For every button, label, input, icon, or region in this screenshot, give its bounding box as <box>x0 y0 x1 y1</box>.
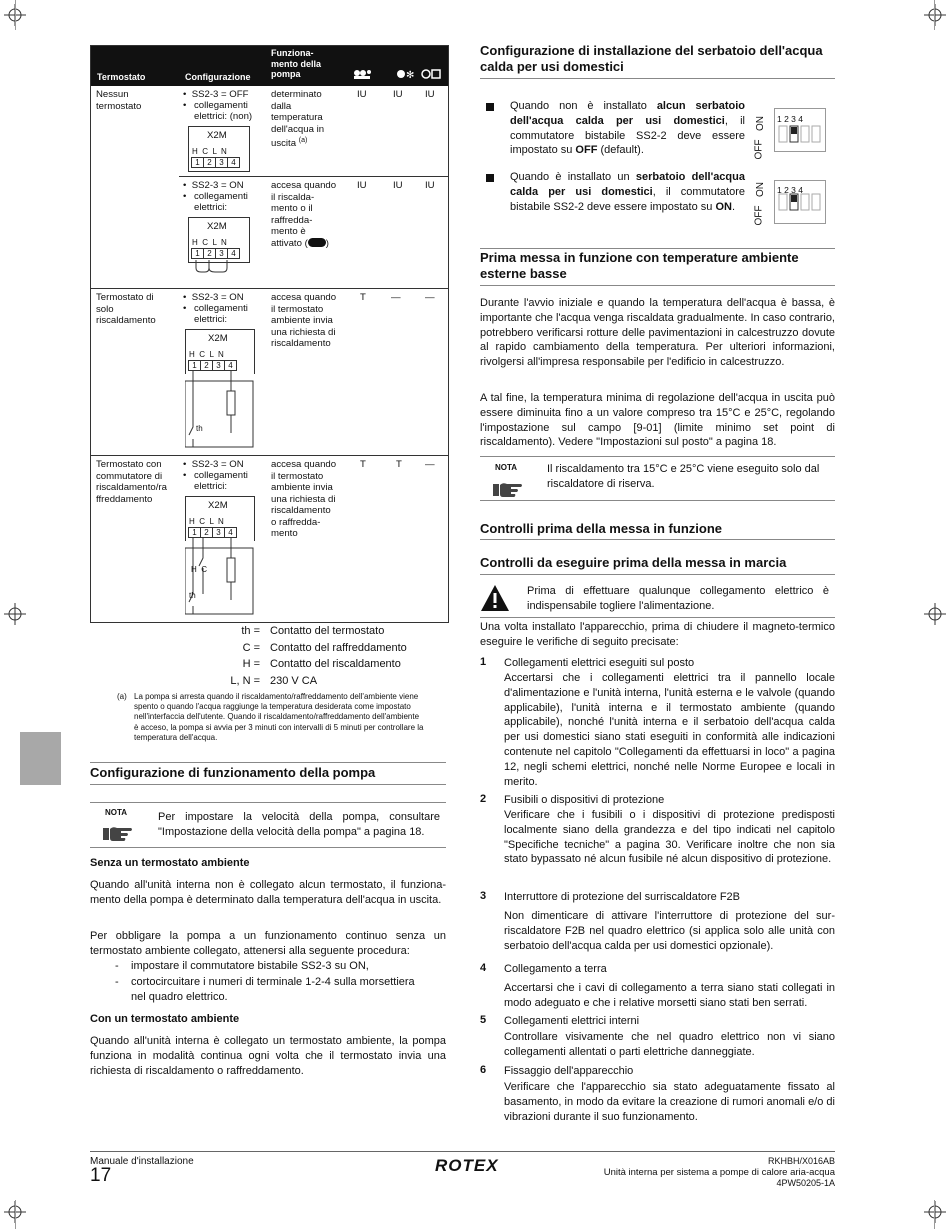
cell-termostato: Termostato con commutatore di riscaldamento/ra ffreddamento <box>96 459 167 505</box>
cell-termostato: Termostato di solo riscaldamento <box>96 292 156 326</box>
with-thermostat-heading: Con un termostato ambiente <box>90 1013 240 1025</box>
legend-item: C = Contatto del raffreddamento <box>242 641 407 654</box>
terminal-strip: 1 2 3 4 <box>191 157 240 168</box>
pointing-hand-icon <box>101 822 133 842</box>
header-funzionamento: Funziona- mento della pompa <box>271 48 322 79</box>
item-title: Collegamento a terra <box>504 963 607 975</box>
tank-config-heading: Configurazione di installazione del serbatoio dell'acqua calda per usi domestici <box>480 43 823 74</box>
divider <box>480 574 835 575</box>
legend <box>200 623 407 689</box>
divider <box>480 78 835 79</box>
checks-intro: Una volta installato l'apparecchio, prima di chiudere il magneto-termico eseguire le verifiche di seguito precisate: <box>480 621 835 648</box>
section-tab <box>20 732 61 785</box>
table-row <box>91 288 448 456</box>
registration-mark-mid-right <box>924 603 946 625</box>
warning-icon <box>480 584 510 612</box>
footer-page-number: 17 <box>90 1165 112 1186</box>
legend-item: th = Contatto del termostato <box>241 625 385 637</box>
divider <box>90 762 446 763</box>
brand-logo: ROTEX <box>435 1156 499 1175</box>
low-temp-heading: Prima messa in funzione con temperature ambiente esterne basse <box>480 250 799 281</box>
pin-labels: H C L N <box>189 517 224 526</box>
cell-mode: — <box>391 292 401 303</box>
procedure-step: - <box>115 976 119 988</box>
note-top-rule <box>90 802 446 803</box>
note-text: Il riscaldamento tra 15°C e 25°C viene eseguito solo dal riscaldatore di riserva. <box>547 463 820 490</box>
trim-line <box>15 0 16 30</box>
registration-mark-bottom-right <box>924 1201 946 1223</box>
cell-pump: — <box>425 292 435 303</box>
cell-pump: — <box>425 459 435 470</box>
warning-text: Prima di effettuare qualunque collegamento elettrico è indispensabile togliere l'alimentazione. <box>527 585 829 612</box>
cell-conf-bullet2: • collegamenti elettrici: <box>183 470 248 493</box>
terminal-strip: 1 2 3 4 <box>188 360 237 371</box>
heat-cool-mode-icon <box>396 68 416 82</box>
footer-model: RKHBH/X016AB <box>767 1156 835 1166</box>
th-label: th <box>189 591 196 600</box>
trim-line <box>15 1200 16 1229</box>
no-thermostat-paragraph: Quando all'unità interna non è collegato alcun termostato, il funziona-mento della pompa è determinato dalla temperatura dell'acqua in uscita. <box>90 879 446 906</box>
thermostat-wiring <box>185 538 255 618</box>
footnote-mark: (a) <box>117 692 127 701</box>
with-thermostat-paragraph: Quando all'unità interna è collegato un termostato ambiente, la pompa funziona in modalità continua ogni volta che il termostato invia una richiesta di riscaldamento o raffreddamento. <box>90 1035 446 1077</box>
cell-conf-bullet1: • SS2-3 = OFF <box>183 89 249 100</box>
x2m-label: X2M <box>207 130 227 141</box>
note-top-rule <box>480 456 835 457</box>
heating-cooling-icon <box>353 68 373 82</box>
x2m-label: X2M <box>208 333 228 344</box>
pin-labels: H C L N <box>192 147 227 156</box>
terminal-strip: 1 2 3 4 <box>191 248 240 259</box>
svg-text:✻: ✻ <box>406 70 415 80</box>
footer-manual: Manuale d'installazione <box>90 1156 194 1167</box>
item-number: 6 <box>480 1064 487 1076</box>
footer-description: Unità interna per sistema a pompe di calore aria-acqua <box>603 1167 835 1178</box>
divider <box>480 539 835 540</box>
table-row <box>179 176 448 289</box>
note-text: Per impostare la velocità della pompa, consultare "Impostazione della velocità della pompa" a pagina 18. <box>158 811 440 838</box>
item-title: Fusibili o dispositivi di protezione <box>504 794 665 806</box>
thermostat-wiring <box>185 371 255 451</box>
table-row <box>91 86 448 176</box>
divider <box>480 285 835 286</box>
switch-numbers: 1 2 3 4 <box>777 185 803 195</box>
cell-funzionamento: accesa quando il riscalda- mento o il raffredda- mento è attivato ( ) <box>271 180 337 249</box>
cell-mode: IU <box>393 180 403 191</box>
item-title: Collegamenti elettrici eseguiti sul posto <box>504 657 695 669</box>
x2m-terminal-diagram <box>188 217 250 263</box>
no-thermostat-procedure: Per obbligare la pompa a un funzionamento continuo senza un termostato ambiente collegato, attenersi alla seguente procedura: <box>90 930 446 957</box>
item-title: Fissaggio dell'apparecchio <box>504 1065 634 1077</box>
trim-line <box>934 0 935 30</box>
checks-heading: Controlli prima della messa in funzione <box>480 521 722 536</box>
tank-bullet-1: Quando non è installato alcun serbatoio dell'acqua calda per usi domestici, il commutatore bistabile SS2-2 deve essere impostato su OFF (default). <box>510 100 745 157</box>
cell-conf-bullet2: • collegamenti elettrici: <box>183 191 248 214</box>
note-label: NOTA <box>495 463 518 472</box>
note-bottom-rule <box>480 500 835 501</box>
trim-line <box>934 1200 935 1229</box>
cell-funzionamento: determinato dalla temperatura dell'acqua in uscita $^{(a)}$ <box>271 89 325 150</box>
item-text: Non dimenticare di attivare l'interruttore di protezione del sur-riscaldatore F2B nel quadro elettrico (si applica solo alle unità con serbatoio dell'acqua calda per usi domestici opzionale). <box>504 910 835 952</box>
x2m-label: X2M <box>208 500 228 511</box>
item-text: Verificare che i fusibili o i dispositivi di protezione predisposti localmente siano della grandezza e del tipo indicati nel capitolo "Specifiche tecniche" a pagina 30. Verificare inoltre che non sia stato bypassato né alcun fusibile né alcun dispositivo di protezione. <box>504 809 835 866</box>
low-temp-paragraph-2: A tal fine, la temperatura minima di regolazione dell'acqua in uscita può essere diminuita fino a un valore compreso tra 15°C e 25°C, regolando l'impostazione sul campo [9-01] (limite minimo set point di riscaldamento). Vedere "Impostazioni sul posto" a pagina 18. <box>480 392 835 449</box>
table-row <box>91 455 448 623</box>
item-text: Accertarsi che i collegamenti elettrici tra il pannello locale d'alimentazione e l'unità interna, l'unità esterna e le valvole (quando applicabile), l'unità interna e il termostato ambiente (quando applicabile), nonché l'unità interna e il serbatoio dell'acqua calda per usi domestici siano stati eseguiti in conformità alle indicazioni contenute nel capitolo "Collegamenti da effettuarsi in loco" a pagina 12, negli schemi elettrici, nonché nelle Norme Europee e locali in merito. <box>504 672 835 788</box>
legend-item: H = Contatto del riscaldamento <box>242 658 401 670</box>
note-bottom-rule <box>90 847 446 848</box>
switch-on-label: ON <box>755 116 766 131</box>
pump-config-heading: Configurazione di funzionamento della pompa <box>90 765 376 780</box>
jumper-wire <box>193 260 233 274</box>
registration-mark-top-right <box>924 4 946 26</box>
cell-mode: T <box>396 459 402 470</box>
item-text: Accertarsi che i cavi di collegamento a terra siano stati collegati in modo adeguato e che i relative morsetti siano stati ben serrati. <box>504 982 835 1009</box>
cell-conf-bullet2: • collegamenti elettrici: (non) <box>183 100 253 123</box>
cell-mode: IU <box>393 89 403 100</box>
item-number: 2 <box>480 793 487 805</box>
item-text: Verificare che l'apparecchio sia stato adeguatamente fissato al basamento, in modo da evitare la creazione di rumori anomali e/o di vibrazioni durante il suo funzionamento. <box>504 1081 835 1123</box>
cell-heat-cool: T <box>360 292 366 303</box>
cell-heat-cool: IU <box>357 89 367 100</box>
low-temp-paragraph-1: Durante l'avvio iniziale e quando la temperatura dell'acqua è bassa, è importante che l'acqua venga riscaldata gradualmente. In caso contrario, potrebbero verificarsi rotture delle pavimentazioni in calcestruzzo dovute al rapido cambiamento della temperatura. Per ulteriori informazioni, rivolgersi all'impresa responsabile per l'edificio in calcestruzzo. <box>480 297 835 369</box>
cell-funzionamento: accesa quando il termostato ambiente invia una richiesta di riscaldamento <box>271 292 337 349</box>
footer-rule <box>90 1151 835 1152</box>
pin-labels: H C L N <box>189 350 224 359</box>
no-thermostat-heading: Senza un termostato ambiente <box>90 857 250 869</box>
procedure-step-text: cortocircuitare i numeri di terminale 1-2-4 sulla morsettiera nel quadro elettrico. <box>131 976 415 1003</box>
cell-heat-cool: IU <box>357 180 367 191</box>
pointing-hand-icon <box>491 478 523 498</box>
x2m-label: X2M <box>207 221 227 232</box>
th-label: th <box>196 424 203 433</box>
pump-status-icon <box>421 68 441 82</box>
cell-conf-bullet2: • collegamenti elettrici: <box>183 303 248 326</box>
pump-operation-table <box>90 45 449 623</box>
cell-conf-bullet1: • SS2-3 = ON <box>183 459 244 470</box>
x2m-terminal-diagram <box>188 126 250 172</box>
procedure-step-text: impostare il commutatore bistabile SS2-3 su ON, <box>131 960 369 972</box>
cell-pump: IU <box>425 180 435 191</box>
x2m-terminal-diagram <box>185 496 255 541</box>
footnote-text: La pompa si arresta quando il riscaldamento/raffreddamento dell'ambiente viene spento o quando l'acqua raggiunge la temperatura desiderata come impostato nell'interfaccia dell'utente. Quando il riscaldamento/raffreddamento dell'ambiente è acceso, la pompa si avvia per 3 minuti con intervalli di 5 minuti per controllare la temperatura dell'acqua. <box>134 692 424 742</box>
terminal-strip: 1 2 3 4 <box>188 527 237 538</box>
item-number: 1 <box>480 656 487 668</box>
header-termostato: Termostato <box>97 72 146 82</box>
switch-on-label: ON <box>755 182 766 197</box>
switch-off-label: OFF <box>753 139 765 160</box>
item-title: Collegamenti elettrici interni <box>504 1015 640 1027</box>
bullet-square <box>486 174 494 182</box>
hc-label: H C <box>191 565 207 574</box>
cell-pump: IU <box>425 89 435 100</box>
cell-conf-bullet1: • SS2-3 = ON <box>183 292 244 303</box>
item-number: 3 <box>480 890 487 902</box>
switch-numbers: 1 2 3 4 <box>777 114 803 124</box>
tank-bullet-2: Quando è installato un serbatoio dell'acqua calda per usi domestici, il commutatore bistabile SS2-2 deve essere impostato su ON. <box>510 171 746 213</box>
checks-before-start-heading: Controlli da eseguire prima della messa in marcia <box>480 555 787 570</box>
divider <box>90 784 446 785</box>
registration-mark-mid-left <box>4 603 26 625</box>
divider <box>480 617 835 618</box>
legend-item: L, N = 230 V CA <box>230 674 318 687</box>
pin-labels: H C L N <box>192 238 227 247</box>
footer-code: 4PW50205-1A <box>776 1178 835 1188</box>
divider <box>480 248 835 249</box>
item-text: Controllare visivamente che nel quadro elettrico non vi siano collegamenti allentati o parti elettriche danneggiate. <box>504 1031 835 1058</box>
cell-heat-cool: T <box>360 459 366 470</box>
switch-off-label: OFF <box>753 205 765 226</box>
header-configurazione: Configurazione <box>185 72 251 82</box>
item-number: 5 <box>480 1014 487 1026</box>
note-label: NOTA <box>105 808 128 817</box>
bullet-square <box>486 103 494 111</box>
table-header <box>91 46 448 86</box>
heat-cool-icon <box>308 238 326 247</box>
cell-termostato: Nessun termostato <box>96 89 142 112</box>
cell-conf-bullet1: • SS2-3 = ON <box>183 180 244 191</box>
x2m-terminal-diagram <box>185 329 255 374</box>
item-number: 4 <box>480 962 487 974</box>
procedure-step: - <box>115 960 119 972</box>
item-title: Interruttore di protezione del surriscaldatore F2B <box>504 891 741 903</box>
cell-funzionamento: accesa quando il termostato ambiente invia una richiesta di riscaldamento o raffredda- mento <box>271 459 337 539</box>
